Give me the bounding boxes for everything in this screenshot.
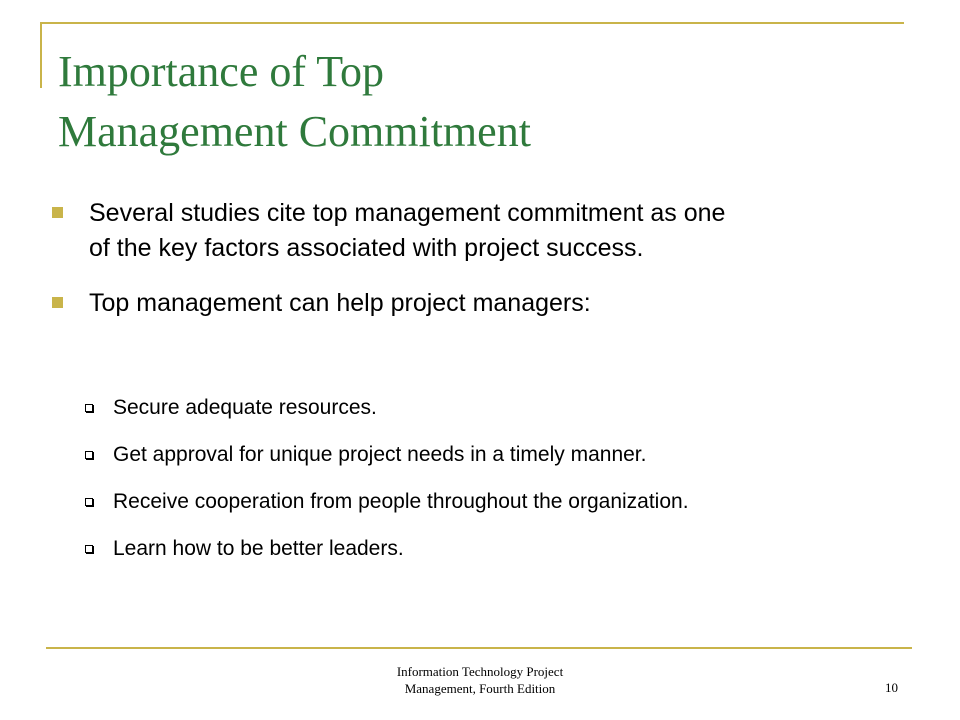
slide-title-line-2: Management Commitment	[58, 107, 531, 156]
sub-bullet-leaders	[85, 534, 785, 564]
shadowed-box-icon	[85, 498, 93, 506]
sub-bullet-approval	[85, 440, 785, 470]
bullet-text: Several studies cite top management commitment as one of the key factors associated with project success.	[89, 199, 726, 262]
bullet-text: Top management can help project managers:	[89, 289, 591, 317]
sub-bullet-list	[85, 393, 785, 581]
slide-title-line-1: Importance of Top	[58, 47, 385, 96]
gold-square-icon	[52, 297, 63, 308]
shadowed-box-icon	[85, 404, 93, 412]
bullet-item-studies	[52, 196, 742, 266]
footer-line-1: Information Technology Project	[396, 664, 564, 679]
sub-bullet-text: Receive cooperation from people throughout the organization.	[113, 490, 689, 513]
footer-source	[330, 663, 630, 697]
sub-bullet-cooperation	[85, 487, 773, 517]
footer-rule	[46, 647, 912, 649]
bullet-item-help	[52, 286, 742, 321]
left-decorative-rule	[40, 22, 42, 88]
page-number: 10	[885, 680, 898, 695]
slide-title	[58, 42, 531, 162]
sub-bullet-text: Get approval for unique project needs in a timely manner.	[113, 443, 647, 466]
sub-bullet-text: Learn how to be better leaders.	[113, 537, 404, 560]
shadowed-box-icon	[85, 545, 93, 553]
top-decorative-rule	[40, 22, 904, 24]
sub-bullet-resources	[85, 393, 785, 423]
shadowed-box-icon	[85, 451, 93, 459]
sub-bullet-text: Secure adequate resources.	[113, 396, 377, 419]
footer-line-2: Management, Fourth Edition	[404, 681, 556, 696]
gold-square-icon	[52, 207, 63, 218]
bullet-list	[52, 196, 742, 323]
